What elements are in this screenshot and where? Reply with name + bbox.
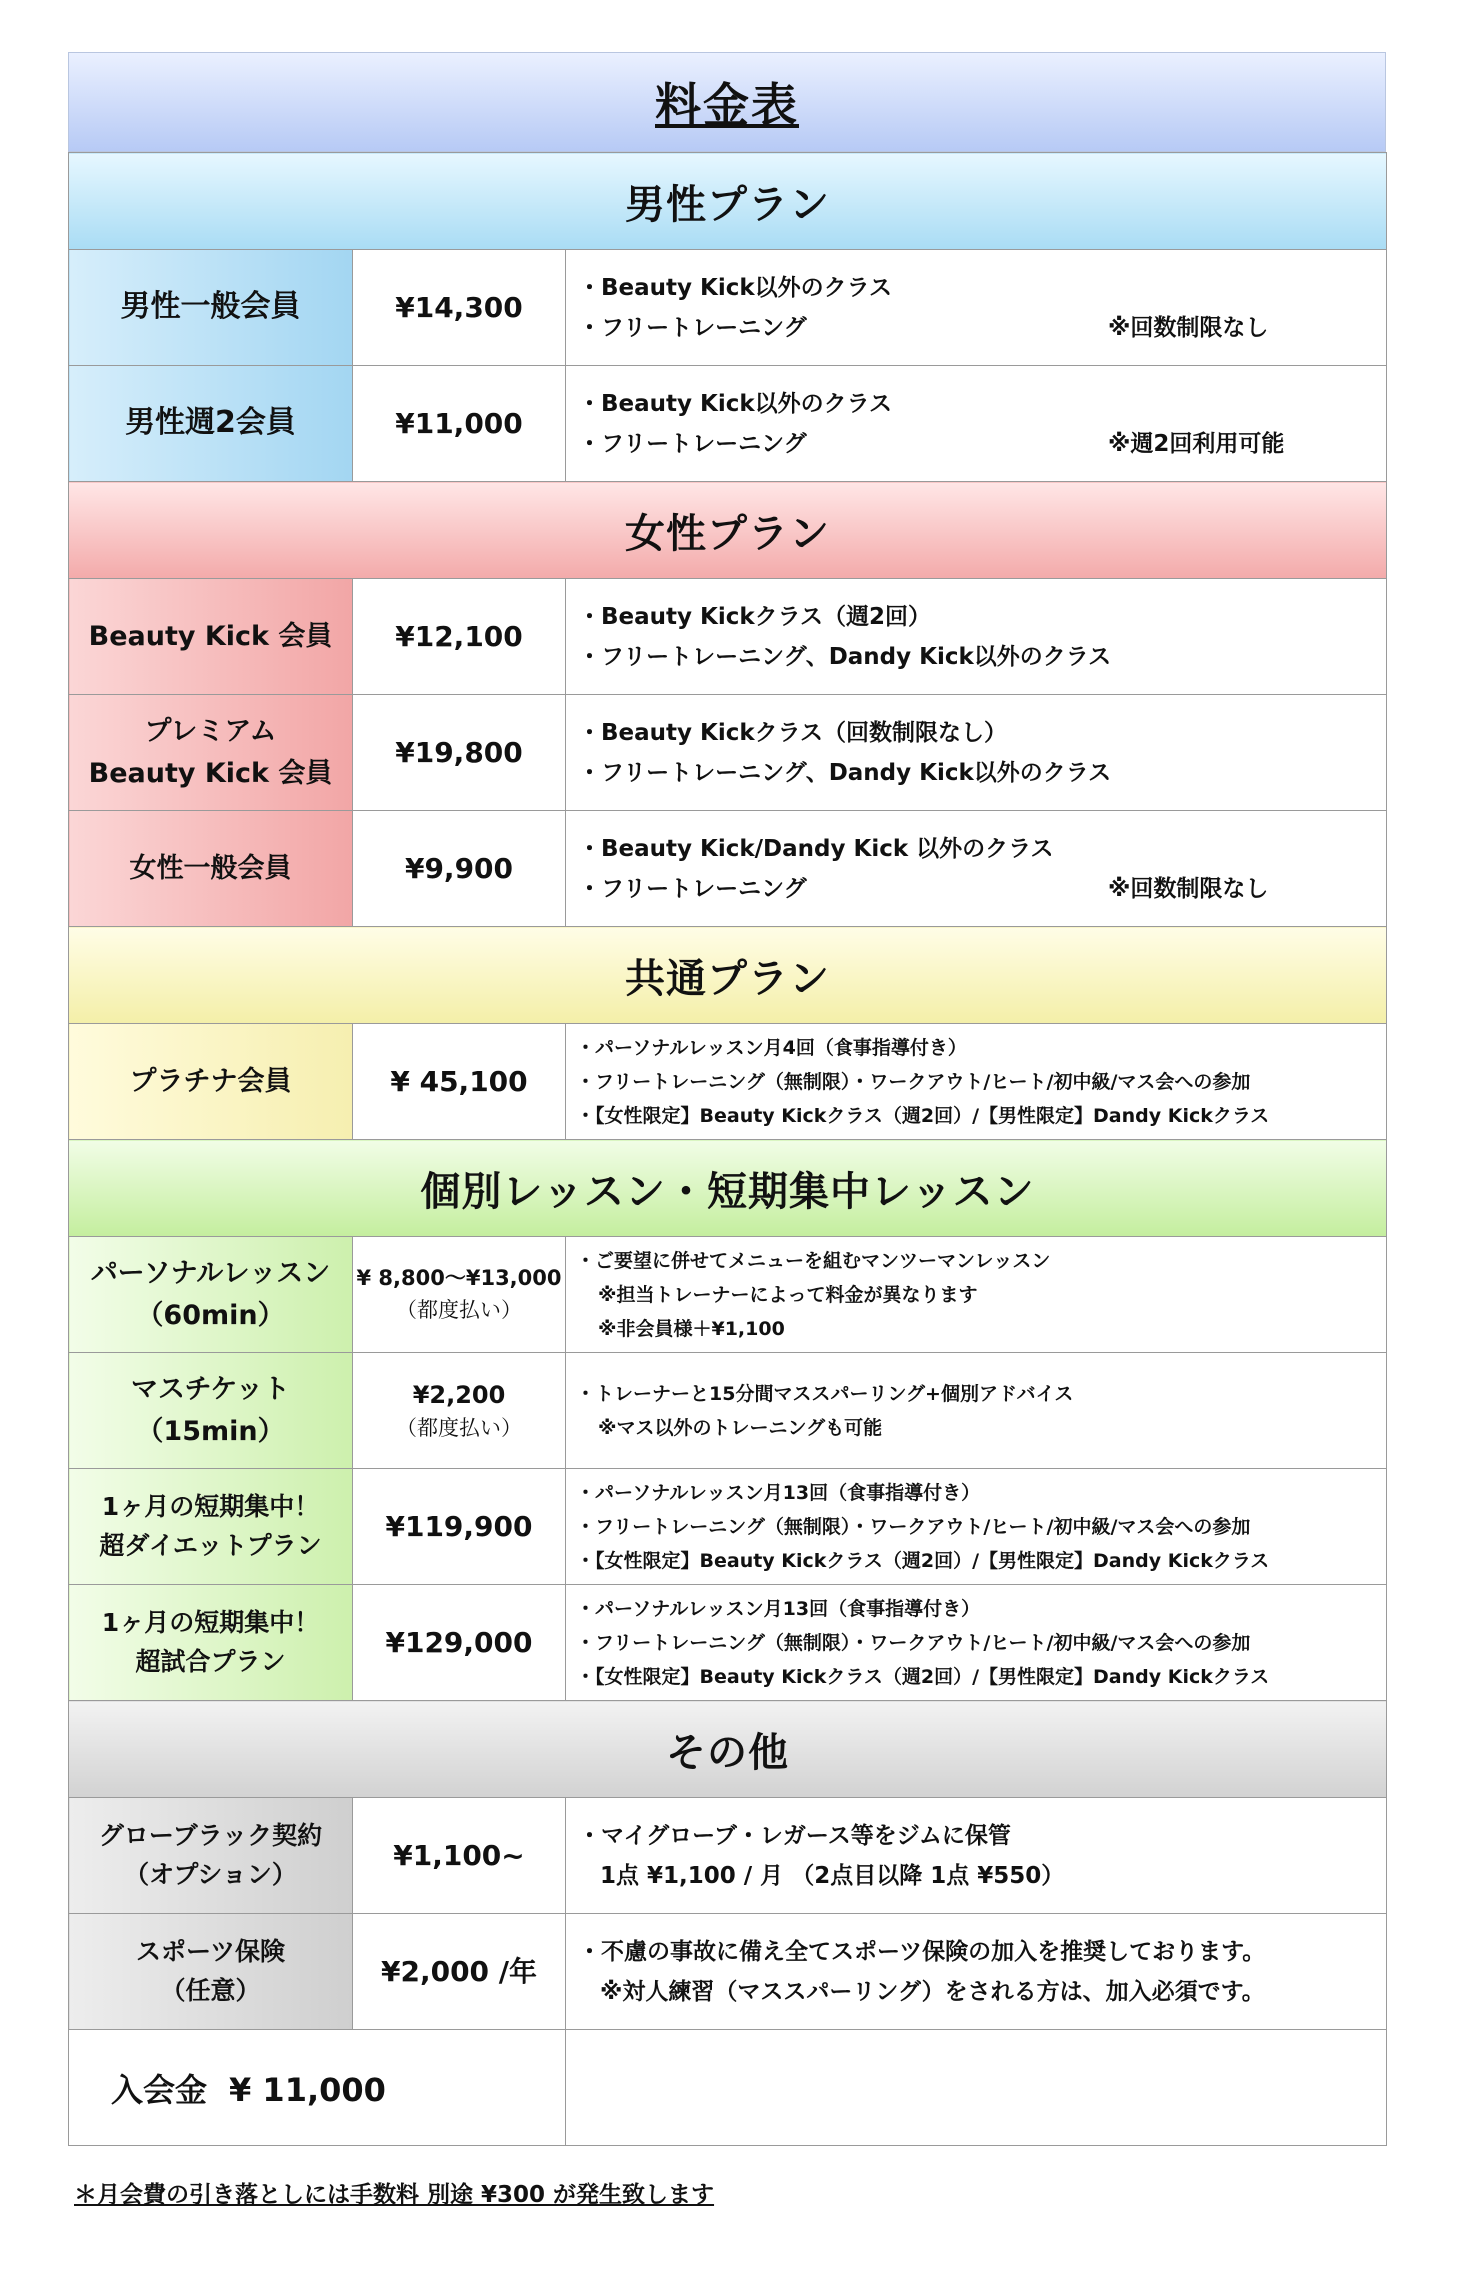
plan-name: Beauty Kick 会員 xyxy=(69,579,353,695)
description-line: ・【女性限定】Beauty Kickクラス（週2回）/【男性限定】Dandy Kickクラス xyxy=(576,1665,1270,1688)
plan-name-line: スポーツ保険 xyxy=(135,1936,285,1966)
section-header-lesson: 個別レッスン・短期集中レッスン xyxy=(69,1140,1387,1237)
entry-fee-row xyxy=(69,2030,1387,2146)
plan-price-note: （都度払い） xyxy=(396,1297,522,1322)
plan-name-line: グローブラック契約 xyxy=(98,1820,323,1850)
plan-row xyxy=(69,1798,1387,1914)
plan-description xyxy=(566,1353,1387,1469)
description-line: ・フリートレーニング xyxy=(578,314,807,341)
plan-description xyxy=(566,579,1387,695)
description-line: ※非会員様＋¥1,100 xyxy=(598,1317,785,1340)
footnote: ＊月会費の引き落としには手数料 別途 ¥300 が発生致します xyxy=(74,2182,715,2208)
plan-row xyxy=(69,1353,1387,1469)
plan-description xyxy=(566,1798,1387,1914)
section-header-male: 男性プラン xyxy=(69,153,1387,250)
description-line: ・Beauty Kick以外のクラス xyxy=(578,390,892,417)
plan-description xyxy=(566,1237,1387,1353)
title-bar xyxy=(68,52,1386,152)
plan-price-value: ¥ 8,800～¥13,000 xyxy=(356,1266,562,1290)
plan-price: ¥2,000 /年 xyxy=(353,1914,566,2030)
description-line: ・Beauty Kickクラス（回数制限なし） xyxy=(578,719,1007,746)
plan-description xyxy=(566,366,1387,482)
description-line: ※マス以外のトレーニングも可能 xyxy=(598,1416,883,1439)
plan-name-line: プレミアム xyxy=(144,715,277,747)
plan-name-line: （60min） xyxy=(136,1299,285,1331)
plan-row xyxy=(69,1024,1387,1140)
plan-row xyxy=(69,1237,1387,1353)
section-header-common: 共通プラン xyxy=(69,927,1387,1024)
plan-price xyxy=(353,1237,566,1353)
plan-price-value: ¥2,200 xyxy=(412,1380,506,1409)
plan-name-line: 超試合プラン xyxy=(135,1646,286,1676)
plan-price: ¥129,000 xyxy=(353,1585,566,1701)
entry-fee-label: 入会金 xyxy=(111,2070,208,2109)
plan-name-line: （15min） xyxy=(136,1415,285,1447)
price-table xyxy=(68,152,1387,2146)
description-line: ・【女性限定】Beauty Kickクラス（週2回）/【男性限定】Dandy Kickクラス xyxy=(576,1549,1270,1572)
plan-description xyxy=(566,1914,1387,2030)
plan-name-line: 1ヶ月の短期集中！ xyxy=(101,1491,320,1521)
description-line: ・フリートレーニング、Dandy Kick以外のクラス xyxy=(578,759,1112,786)
section-header-female: 女性プラン xyxy=(69,482,1387,579)
description-line: 1点 ¥1,100 / 月 （2点目以降 1点 ¥550） xyxy=(600,1862,1065,1889)
description-line: ・フリートレーニング（無制限）・ワークアウト/ヒート/初中級/マス会への参加 xyxy=(576,1070,1251,1093)
description-line: ・パーソナルレッスン月13回（食事指導付き） xyxy=(576,1481,981,1504)
plan-price-note: （都度払い） xyxy=(396,1415,522,1440)
plan-row xyxy=(69,366,1387,482)
plan-description xyxy=(566,695,1387,811)
description-line: ・Beauty Kick以外のクラス xyxy=(578,274,892,301)
plan-note: ※回数制限なし xyxy=(1108,314,1269,341)
entry-fee-amount: ¥ 11,000 xyxy=(229,2070,386,2109)
description-line: ・フリートレーニング、Dandy Kick以外のクラス xyxy=(578,643,1112,670)
plan-name xyxy=(69,1469,353,1585)
description-line: ・トレーナーと15分間マススパーリング+個別アドバイス xyxy=(576,1382,1074,1405)
plan-description xyxy=(566,1024,1387,1140)
plan-row xyxy=(69,1469,1387,1585)
plan-description xyxy=(566,811,1387,927)
plan-name-line: （オプション） xyxy=(124,1859,297,1889)
description-line: ・【女性限定】Beauty Kickクラス（週2回）/【男性限定】Dandy Kickクラス xyxy=(576,1104,1270,1127)
plan-name-line: （任意） xyxy=(160,1975,261,2005)
plan-price: ¥12,100 xyxy=(353,579,566,695)
plan-row xyxy=(69,579,1387,695)
plan-price: ¥11,000 xyxy=(353,366,566,482)
plan-row xyxy=(69,250,1387,366)
description-line: ・フリートレーニング xyxy=(578,430,807,457)
plan-row xyxy=(69,1914,1387,2030)
plan-name xyxy=(69,695,353,811)
plan-row xyxy=(69,811,1387,927)
description-line: ・ご要望に併せてメニューを組むマンツーマンレッスン xyxy=(576,1249,1051,1272)
plan-name xyxy=(69,1798,353,1914)
description-line: ・マイグローブ・レガース等をジムに保管 xyxy=(578,1822,1011,1849)
description-line: ・フリートレーニング（無制限）・ワークアウト/ヒート/初中級/マス会への参加 xyxy=(576,1515,1251,1538)
plan-name: 男性一般会員 xyxy=(69,250,353,366)
description-line: ※対人練習（マススパーリング）をされる方は、加入必須です。 xyxy=(600,1978,1265,2005)
plan-name xyxy=(69,1237,353,1353)
plan-name xyxy=(69,1353,353,1469)
plan-name-line: パーソナルレッスン xyxy=(90,1257,331,1289)
plan-note: ※週2回利用可能 xyxy=(1108,430,1285,457)
price-sheet xyxy=(68,52,1386,2146)
plan-name: プラチナ会員 xyxy=(69,1024,353,1140)
plan-name-line: マスチケット xyxy=(130,1373,291,1405)
plan-name-line: 1ヶ月の短期集中！ xyxy=(101,1607,320,1637)
plan-price xyxy=(353,1353,566,1469)
section-header-other: その他 xyxy=(69,1701,1387,1798)
plan-price: ¥9,900 xyxy=(353,811,566,927)
plan-description xyxy=(566,250,1387,366)
plan-price: ¥119,900 xyxy=(353,1469,566,1585)
plan-row xyxy=(69,695,1387,811)
description-line: ・フリートレーニング（無制限）・ワークアウト/ヒート/初中級/マス会への参加 xyxy=(576,1631,1251,1654)
plan-name: 男性週2会員 xyxy=(69,366,353,482)
plan-name xyxy=(69,1585,353,1701)
plan-price: ¥19,800 xyxy=(353,695,566,811)
description-line: ・Beauty Kickクラス（週2回） xyxy=(578,603,931,630)
plan-price: ¥14,300 xyxy=(353,250,566,366)
description-line: ・Beauty Kick/Dandy Kick 以外のクラス xyxy=(578,835,1054,862)
plan-name: 女性一般会員 xyxy=(69,811,353,927)
plan-price: ¥ 45,100 xyxy=(353,1024,566,1140)
plan-description xyxy=(566,1469,1387,1585)
entry-fee-blank xyxy=(566,2030,1387,2146)
description-line: ・不慮の事故に備え全てスポーツ保険の加入を推奨しております。 xyxy=(578,1938,1266,1965)
description-line: ・フリートレーニング xyxy=(578,875,807,902)
description-line: ・パーソナルレッスン月13回（食事指導付き） xyxy=(576,1597,981,1620)
plan-name-line: 超ダイエットプラン xyxy=(99,1530,322,1560)
plan-name-line: Beauty Kick 会員 xyxy=(88,757,333,789)
description-line: ・パーソナルレッスン月4回（食事指導付き） xyxy=(576,1036,967,1059)
plan-description xyxy=(566,1585,1387,1701)
plan-row xyxy=(69,1585,1387,1701)
page-title: 料金表 xyxy=(655,78,799,132)
plan-name xyxy=(69,1914,353,2030)
plan-note: ※回数制限なし xyxy=(1108,875,1269,902)
plan-price: ¥1,100~ xyxy=(353,1798,566,1914)
entry-fee xyxy=(69,2030,566,2146)
description-line: ※担当トレーナーによって料金が異なります xyxy=(598,1283,978,1306)
